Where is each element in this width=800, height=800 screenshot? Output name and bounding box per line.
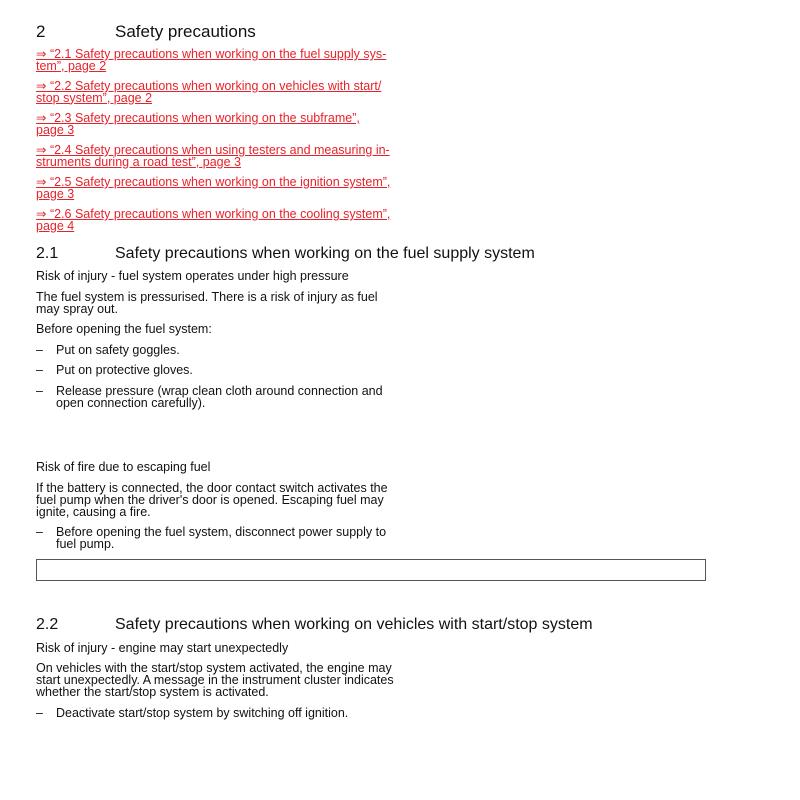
toc-link-2-6[interactable]: ⇒ “2.6 Safety precautions when working on the cooling system”, page 4 [36,207,391,233]
chapter-title: Safety precautions [115,22,256,41]
section-2-2-title: Safety precautions when working on vehicles with start/stop system [115,616,593,633]
chapter-heading [36,22,736,42]
before-opening-label: Before opening the fuel system: [36,322,212,336]
risk-injury-pressure: Risk of injury - fuel system operates under high pressure [36,269,349,283]
bullet-dash: – [36,525,43,539]
risk-injury-engine: Risk of injury - engine may start unexpectedly [36,641,289,655]
section-2-2-number: 2.2 [36,616,59,633]
battery-warning: If the battery is connected, the door contact switch activates the fuel pump when the driver's door is opened. Escaping fuel may ignite, causing a fire. [36,481,388,519]
toc-link-2-5[interactable]: ⇒ “2.5 Safety precautions when working on the ignition system”, page 3 [36,175,391,201]
document-page: 2 Safety precautions ⇒ “2.1 Safety precautions when working on the fuel supply sys- tem”, page 2 ⇒ “2.2 Safety precautions when working on vehicles with start/ stop system”, page 2 ⇒ “2.3 Safety precautions when working on the subframe”, page 3 ⇒ “2.4 Safety precautions when using testers and measuring in- struments during a road test”, page 3 ⇒ “2.5 Safety precautions when working on the ignition system”, page 3 ⇒ “2.6 Safety precautions when working on the cooling system”, page 4 2.1 Safety precautions when working on the fuel supply system Risk of injury - fuel system operates under high pressure The fuel system is pressurised. There is a risk of injury as fuel may spray out. Before opening the fuel system: – Put on safety goggles. – Put on protective gloves. – Release pressure (wrap clean cloth around connection and open connection carefully). Risk of fire due to escaping fuel If the battery is connected, the door contact switch activates the fuel pump when the driver's door is opened. Escaping fuel may ignite, causing a fire. – Before opening the fuel system, disconnect power supply to fuel pump. 2.2 Safety precautions when working on vehicles with start/stop system Risk of injury - engine may start unexpectedly On vehicles with the start/stop system activated, the engine may start unexpectedly. A message in the instrument cluster indicates whether the start/stop system is activated. – Deactivate start/stop system by switching off ignition. [0,0,800,800]
section-2-2-heading [36,615,756,635]
section-2-1-title: Safety precautions when working on the fuel supply system [115,245,535,262]
toc-links [36,49,436,241]
chapter-number: 2 [36,22,46,41]
bullet-dash: – [36,363,43,377]
bullet-dash: – [36,706,43,720]
toc-link-2-1[interactable]: ⇒ “2.1 Safety precautions when working on the fuel supply sys- tem”, page 2 [36,47,387,73]
empty-frame-box [36,559,706,581]
bullet-dash: – [36,343,43,357]
start-stop-description: On vehicles with the start/stop system activated, the engine may start unexpectedly. A message in the instrument cluster indicates whether the start/stop system is activated. [36,661,394,699]
bullet-dash: – [36,384,43,398]
section-2-1-number: 2.1 [36,245,59,262]
toc-link-2-2[interactable]: ⇒ “2.2 Safety precautions when working on vehicles with start/ stop system”, page 2 [36,79,382,105]
toc-link-2-4[interactable]: ⇒ “2.4 Safety precautions when using testers and measuring in- struments during a road test”, page 3 [36,143,390,169]
toc-link-2-3[interactable]: ⇒ “2.3 Safety precautions when working on the subframe”, page 3 [36,111,360,137]
pressurised-warning: The fuel system is pressurised. There is a risk of injury as fuel may spray out. [36,290,378,316]
section-2-1-heading [36,244,756,264]
risk-fire-label: Risk of fire due to escaping fuel [36,460,211,474]
